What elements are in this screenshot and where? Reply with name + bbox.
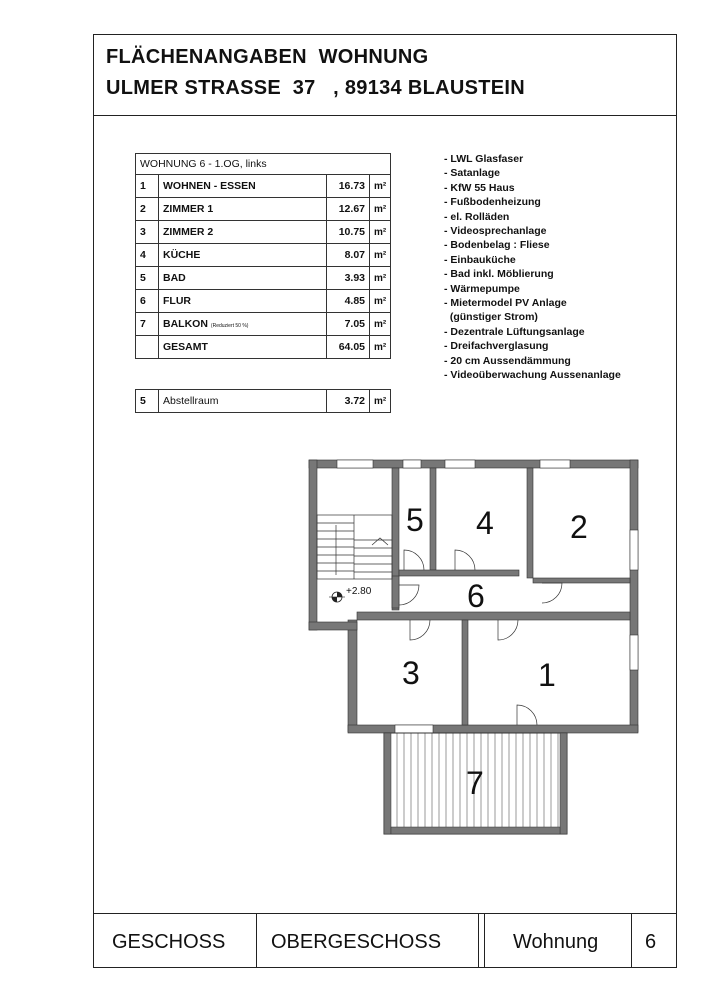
row-number: 7 [136,313,159,336]
area-unit: m² [370,390,391,413]
storage-area: 3.72 [327,390,370,413]
room-area: 12.67 [327,198,370,221]
area-unit: m² [370,267,391,290]
level-marker [329,586,372,602]
room-number-4: 4 [476,505,494,541]
list-item: - Bodenbelag : Fliese [444,239,550,252]
list-item: - Videoüberwachung Aussenanlage [444,369,621,382]
list-item: - Einbauküche [444,253,516,266]
list-item: - KfW 55 Haus [444,181,515,194]
list-item: - Videosprechanlage [444,225,547,238]
list-item: - 20 cm Aussendämmung [444,354,571,367]
footer-separator [631,914,632,967]
area-unit: m² [370,175,391,198]
room-area: 10.75 [327,221,370,244]
list-item: - Bad inkl. Möblierung [444,268,554,281]
area-unit: m² [370,244,391,267]
row-number: 4 [136,244,159,267]
row-number: 6 [136,290,159,313]
list-item: - el. Rolläden [444,210,510,223]
list-item: (günstiger Strom) [444,311,538,324]
room-name: BALKON (Reduziert 50 %) [159,313,327,336]
footer-separator [256,914,257,967]
footer-geschoss-value: OBERGESCHOSS [271,930,442,953]
list-item: - Dezentrale Lüftungsanlage [444,325,585,338]
room-area: 7.05 [327,313,370,336]
row-number: 5 [136,267,159,290]
footer-separator [478,914,479,967]
room-number-3: 3 [402,655,420,691]
row-number: 5 [136,390,159,413]
footer-wohnung-value: 6 [645,930,657,953]
area-unit: m² [370,336,391,359]
room-name: ZIMMER 2 [159,221,327,244]
room-number-2: 2 [570,509,588,545]
room-area: 16.73 [327,175,370,198]
footer-wohnung-label: Wohnung [513,930,599,953]
room-name: ZIMMER 1 [159,198,327,221]
area-unit: m² [370,198,391,221]
storage-name: Abstellraum [159,390,327,413]
row-number: 2 [136,198,159,221]
list-item: - Satanlage [444,167,501,180]
total-label: GESAMT [159,336,327,359]
room-area: 8.07 [327,244,370,267]
room-name: WOHNEN - ESSEN [159,175,327,198]
room-area: 3.93 [327,267,370,290]
area-unit: m² [370,290,391,313]
room-name: KÜCHE [159,244,327,267]
area-table-heading: WOHNUNG 6 - 1.OG, links [136,154,391,175]
total-area: 64.05 [327,336,370,359]
room-number-6: 6 [467,578,485,614]
list-item: - LWL Glasfaser [444,153,524,165]
room-number-1: 1 [538,657,556,693]
room-name: FLUR [159,290,327,313]
footer-separator [484,914,485,967]
row-number: 3 [136,221,159,244]
list-item: - Fußbodenheizung [444,196,541,209]
list-item: - Dreifachverglasung [444,340,549,353]
area-unit: m² [370,313,391,336]
balcony-reduction-note: (Reduziert 50 %) [210,323,249,329]
list-item: - Wärmepumpe [444,282,520,295]
area-unit: m² [370,221,391,244]
windows [337,460,638,733]
room-name: BAD [159,267,327,290]
list-item: - Mietermodel PV Anlage [444,297,567,310]
level-label: +2.80 [346,586,372,597]
title-line-2: ULMER STRASSE 37 , 89134 BLAUSTEIN [106,77,525,99]
row-number: 1 [136,175,159,198]
staircase [317,515,392,579]
title-line-1: FLÄCHENANGABEN WOHNUNG [106,46,429,68]
footer-geschoss-label: GESCHOSS [112,930,226,953]
room-area: 4.85 [327,290,370,313]
room-number-7: 7 [466,765,484,801]
room-number-5: 5 [406,502,424,538]
